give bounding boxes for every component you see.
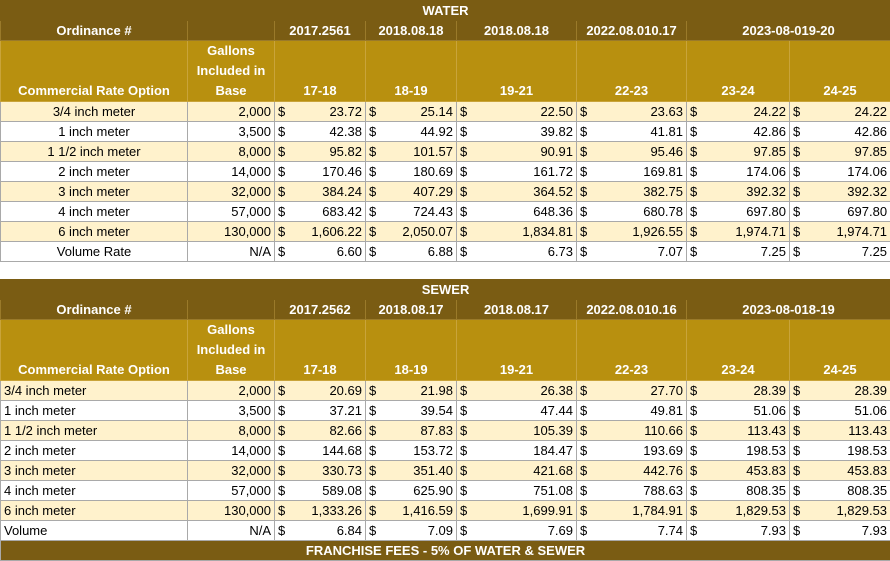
rate-value-cell[interactable]: 7.25	[808, 242, 890, 262]
year-header[interactable]: 23-24	[687, 41, 790, 102]
currency-symbol[interactable]: $	[275, 102, 293, 122]
rate-option-cell[interactable]: 6 inch meter	[1, 501, 188, 521]
rate-value-cell[interactable]: 20.69	[293, 381, 366, 401]
ordinance-number[interactable]: 2017.2562	[275, 300, 366, 320]
rate-value-cell[interactable]: 751.08	[475, 481, 577, 501]
sewer-section	[1, 280, 890, 541]
rate-value-cell[interactable]: 1,784.91	[595, 501, 687, 521]
currency-symbol[interactable]: $	[457, 521, 475, 541]
table-row	[1, 441, 890, 461]
rate-value-cell[interactable]: 625.90	[384, 481, 457, 501]
currency-symbol[interactable]: $	[790, 102, 808, 122]
table-row	[1, 102, 890, 122]
rate-option-cell[interactable]: 1 1/2 inch meter	[1, 421, 188, 441]
rate-value-cell[interactable]: 683.42	[293, 202, 366, 222]
year-header[interactable]: 23-24	[687, 320, 790, 381]
rate-value-cell[interactable]: 1,333.26	[293, 501, 366, 521]
year-header[interactable]: 18-19	[366, 320, 457, 381]
currency-symbol[interactable]: $	[457, 421, 475, 441]
gallons-cell[interactable]: 32,000	[188, 182, 275, 202]
gallons-cell[interactable]: 57,000	[188, 481, 275, 501]
gallons-cell[interactable]: 57,000	[188, 202, 275, 222]
rate-value-cell[interactable]: 95.82	[293, 142, 366, 162]
currency-symbol[interactable]: $	[366, 182, 384, 202]
currency-symbol[interactable]: $	[275, 202, 293, 222]
gallons-cell[interactable]: N/A	[188, 521, 275, 541]
currency-symbol[interactable]: $	[366, 501, 384, 521]
rate-value-cell[interactable]: 174.06	[808, 162, 890, 182]
ordinance-label[interactable]: Ordinance #	[1, 300, 188, 320]
currency-symbol[interactable]: $	[457, 162, 475, 182]
table-row	[1, 521, 890, 541]
currency-symbol[interactable]: $	[457, 182, 475, 202]
rate-value-cell[interactable]: 6.84	[293, 521, 366, 541]
currency-symbol[interactable]: $	[275, 461, 293, 481]
rate-value-cell[interactable]: 42.86	[705, 122, 790, 142]
currency-symbol[interactable]: $	[275, 481, 293, 501]
currency-symbol[interactable]: $	[366, 521, 384, 541]
currency-symbol[interactable]: $	[366, 461, 384, 481]
currency-symbol[interactable]: $	[457, 242, 475, 262]
rate-value-cell[interactable]: 384.24	[293, 182, 366, 202]
rate-value-cell[interactable]: 161.72	[475, 162, 577, 182]
year-header[interactable]: 19-21	[457, 41, 577, 102]
ordinance-number[interactable]: 2018.08.17	[366, 300, 457, 320]
currency-symbol[interactable]: $	[790, 461, 808, 481]
rate-value-cell[interactable]: 105.39	[475, 421, 577, 441]
rate-option-cell[interactable]: 4 inch meter	[1, 481, 188, 501]
rate-value-cell[interactable]: 49.81	[595, 401, 687, 421]
currency-symbol[interactable]: $	[457, 122, 475, 142]
rate-value-cell[interactable]: 22.50	[475, 102, 577, 122]
currency-symbol[interactable]: $	[577, 102, 595, 122]
rate-value-cell[interactable]: 23.63	[595, 102, 687, 122]
gallons-cell[interactable]: 130,000	[188, 222, 275, 242]
currency-symbol[interactable]: $	[687, 481, 705, 501]
rate-value-cell[interactable]: 28.39	[705, 381, 790, 401]
rate-value-cell[interactable]: 44.92	[384, 122, 457, 142]
gallons-header[interactable]: Gallons Included in Base	[188, 320, 275, 381]
ordinance-number[interactable]: 2023-08-019-20	[687, 21, 890, 41]
currency-symbol[interactable]: $	[790, 481, 808, 501]
currency-symbol[interactable]: $	[790, 421, 808, 441]
rate-option-header[interactable]: Commercial Rate Option	[1, 320, 188, 381]
currency-symbol[interactable]: $	[275, 122, 293, 142]
rate-value-cell[interactable]: 25.14	[384, 102, 457, 122]
rate-value-cell[interactable]: 198.53	[808, 441, 890, 461]
sewer-section-title[interactable]: SEWER	[1, 280, 890, 300]
currency-symbol[interactable]: $	[366, 142, 384, 162]
currency-symbol[interactable]: $	[457, 401, 475, 421]
ordinance-number[interactable]: 2022.08.010.16	[577, 300, 687, 320]
currency-symbol[interactable]: $	[687, 202, 705, 222]
currency-symbol[interactable]: $	[790, 142, 808, 162]
rate-value-cell[interactable]: 1,974.71	[808, 222, 890, 242]
gallons-cell[interactable]: 14,000	[188, 162, 275, 182]
rate-value-cell[interactable]: 6.73	[475, 242, 577, 262]
gallons-cell[interactable]: 2,000	[188, 381, 275, 401]
rate-value-cell[interactable]: 7.25	[705, 242, 790, 262]
table-row	[1, 182, 890, 202]
rate-value-cell[interactable]: 392.32	[705, 182, 790, 202]
currency-symbol[interactable]: $	[577, 242, 595, 262]
currency-symbol[interactable]: $	[577, 501, 595, 521]
rate-value-cell[interactable]: 153.72	[384, 441, 457, 461]
rate-value-cell[interactable]: 1,829.53	[808, 501, 890, 521]
rate-value-cell[interactable]: 1,416.59	[384, 501, 457, 521]
rate-value-cell[interactable]: 193.69	[595, 441, 687, 461]
rate-value-cell[interactable]: 351.40	[384, 461, 457, 481]
currency-symbol[interactable]: $	[577, 381, 595, 401]
table-row	[1, 222, 890, 242]
currency-symbol[interactable]: $	[366, 242, 384, 262]
currency-symbol[interactable]: $	[687, 242, 705, 262]
table-row	[1, 242, 890, 262]
footer-section	[1, 541, 890, 561]
gallons-cell[interactable]: 2,000	[188, 102, 275, 122]
currency-symbol[interactable]: $	[790, 401, 808, 421]
rate-option-cell[interactable]: Volume Rate	[1, 242, 188, 262]
currency-symbol[interactable]: $	[275, 441, 293, 461]
rate-option-cell[interactable]: 3 inch meter	[1, 182, 188, 202]
gallons-cell[interactable]: 14,000	[188, 441, 275, 461]
table-row	[1, 481, 890, 501]
year-header[interactable]: 22-23	[577, 320, 687, 381]
rate-value-cell[interactable]: 27.70	[595, 381, 687, 401]
currency-symbol[interactable]: $	[366, 421, 384, 441]
rate-option-cell[interactable]: 1 inch meter	[1, 122, 188, 142]
rate-value-cell[interactable]: 97.85	[705, 142, 790, 162]
rate-value-cell[interactable]: 392.32	[808, 182, 890, 202]
currency-symbol[interactable]: $	[577, 142, 595, 162]
rate-option-cell[interactable]: 1 inch meter	[1, 401, 188, 421]
rate-value-cell[interactable]: 144.68	[293, 441, 366, 461]
currency-symbol[interactable]: $	[275, 162, 293, 182]
rate-value-cell[interactable]: 330.73	[293, 461, 366, 481]
water-section	[1, 1, 890, 262]
currency-symbol[interactable]: $	[275, 381, 293, 401]
rate-option-cell[interactable]: 4 inch meter	[1, 202, 188, 222]
currency-symbol[interactable]: $	[275, 501, 293, 521]
year-header[interactable]: 24-25	[790, 320, 890, 381]
currency-symbol[interactable]: $	[366, 122, 384, 142]
currency-symbol[interactable]: $	[275, 521, 293, 541]
gallons-header[interactable]: Gallons Included in Base	[188, 41, 275, 102]
currency-symbol[interactable]: $	[577, 481, 595, 501]
currency-symbol[interactable]: $	[790, 182, 808, 202]
table-row	[1, 421, 890, 441]
rate-value-cell[interactable]: 41.81	[595, 122, 687, 142]
currency-symbol[interactable]: $	[687, 521, 705, 541]
currency-symbol[interactable]: $	[457, 441, 475, 461]
currency-symbol[interactable]: $	[687, 102, 705, 122]
rate-option-cell[interactable]: 3/4 inch meter	[1, 102, 188, 122]
currency-symbol[interactable]: $	[457, 481, 475, 501]
rate-value-cell[interactable]: 697.80	[808, 202, 890, 222]
rate-value-cell[interactable]: 39.54	[384, 401, 457, 421]
rate-value-cell[interactable]: 453.83	[705, 461, 790, 481]
rate-value-cell[interactable]: 1,699.91	[475, 501, 577, 521]
rate-value-cell[interactable]: 1,926.55	[595, 222, 687, 242]
table-row	[1, 202, 890, 222]
gallons-cell[interactable]: 32,000	[188, 461, 275, 481]
currency-symbol[interactable]: $	[577, 162, 595, 182]
currency-symbol[interactable]: $	[457, 461, 475, 481]
currency-symbol[interactable]: $	[577, 521, 595, 541]
rate-value-cell[interactable]: 101.57	[384, 142, 457, 162]
rate-value-cell[interactable]: 198.53	[705, 441, 790, 461]
ordinance-blank[interactable]	[188, 21, 275, 41]
rate-value-cell[interactable]: 6.60	[293, 242, 366, 262]
table-row	[1, 401, 890, 421]
currency-symbol[interactable]: $	[790, 441, 808, 461]
rate-value-cell[interactable]: 808.35	[705, 481, 790, 501]
currency-symbol[interactable]: $	[687, 421, 705, 441]
ordinance-label[interactable]: Ordinance #	[1, 21, 188, 41]
rate-value-cell[interactable]: 589.08	[293, 481, 366, 501]
currency-symbol[interactable]: $	[577, 461, 595, 481]
currency-symbol[interactable]: $	[687, 501, 705, 521]
currency-symbol[interactable]: $	[366, 441, 384, 461]
ordinance-number[interactable]: 2018.08.18	[457, 21, 577, 41]
rate-value-cell[interactable]: 42.38	[293, 122, 366, 142]
currency-symbol[interactable]: $	[577, 222, 595, 242]
currency-symbol[interactable]: $	[457, 222, 475, 242]
rate-value-cell[interactable]: 24.22	[705, 102, 790, 122]
rate-value-cell[interactable]: 82.66	[293, 421, 366, 441]
rate-value-cell[interactable]: 442.76	[595, 461, 687, 481]
currency-symbol[interactable]: $	[790, 162, 808, 182]
rate-value-cell[interactable]: 51.06	[705, 401, 790, 421]
year-header[interactable]: 17-18	[275, 320, 366, 381]
rate-value-cell[interactable]: 39.82	[475, 122, 577, 142]
rate-value-cell[interactable]: 2,050.07	[384, 222, 457, 242]
gallons-cell[interactable]: 3,500	[188, 401, 275, 421]
rate-value-cell[interactable]: 6.88	[384, 242, 457, 262]
rate-value-cell[interactable]: 169.81	[595, 162, 687, 182]
rate-option-cell[interactable]: 6 inch meter	[1, 222, 188, 242]
currency-symbol[interactable]: $	[687, 222, 705, 242]
currency-symbol[interactable]: $	[687, 401, 705, 421]
rate-value-cell[interactable]: 7.74	[595, 521, 687, 541]
table-row	[1, 162, 890, 182]
rate-value-cell[interactable]: 1,606.22	[293, 222, 366, 242]
currency-symbol[interactable]: $	[577, 401, 595, 421]
rate-value-cell[interactable]: 697.80	[705, 202, 790, 222]
gallons-cell[interactable]: N/A	[188, 242, 275, 262]
rate-option-cell[interactable]: Volume	[1, 521, 188, 541]
rate-value-cell[interactable]: 184.47	[475, 441, 577, 461]
rate-value-cell[interactable]: 26.38	[475, 381, 577, 401]
currency-symbol[interactable]: $	[275, 401, 293, 421]
rate-value-cell[interactable]: 382.75	[595, 182, 687, 202]
rate-value-cell[interactable]: 808.35	[808, 481, 890, 501]
currency-symbol[interactable]: $	[687, 122, 705, 142]
rate-value-cell[interactable]: 421.68	[475, 461, 577, 481]
rate-value-cell[interactable]: 23.72	[293, 102, 366, 122]
section-gap	[1, 262, 890, 280]
rate-option-cell[interactable]: 3 inch meter	[1, 461, 188, 481]
currency-symbol[interactable]: $	[790, 242, 808, 262]
rate-value-cell[interactable]: 680.78	[595, 202, 687, 222]
currency-symbol[interactable]: $	[366, 202, 384, 222]
ordinance-number[interactable]: 2017.2561	[275, 21, 366, 41]
rate-value-cell[interactable]: 24.22	[808, 102, 890, 122]
water-section-title[interactable]: WATER	[1, 1, 890, 21]
rate-value-cell[interactable]: 7.07	[595, 242, 687, 262]
rate-value-cell[interactable]: 21.98	[384, 381, 457, 401]
rate-option-cell[interactable]: 3/4 inch meter	[1, 381, 188, 401]
currency-symbol[interactable]: $	[790, 202, 808, 222]
currency-symbol[interactable]: $	[457, 501, 475, 521]
gallons-cell[interactable]: 8,000	[188, 421, 275, 441]
rate-value-cell[interactable]: 1,829.53	[705, 501, 790, 521]
ordinance-blank[interactable]	[188, 300, 275, 320]
currency-symbol[interactable]: $	[577, 421, 595, 441]
rate-value-cell[interactable]: 97.85	[808, 142, 890, 162]
year-header[interactable]: 18-19	[366, 41, 457, 102]
currency-symbol[interactable]: $	[457, 381, 475, 401]
gallons-cell[interactable]: 130,000	[188, 501, 275, 521]
gallons-cell[interactable]: 3,500	[188, 122, 275, 142]
year-header[interactable]: 24-25	[790, 41, 890, 102]
currency-symbol[interactable]: $	[275, 182, 293, 202]
currency-symbol[interactable]: $	[687, 182, 705, 202]
currency-symbol[interactable]: $	[366, 102, 384, 122]
currency-symbol[interactable]: $	[275, 222, 293, 242]
rate-option-cell[interactable]: 2 inch meter	[1, 441, 188, 461]
rate-value-cell[interactable]: 648.36	[475, 202, 577, 222]
table-row	[1, 381, 890, 401]
currency-symbol[interactable]: $	[366, 381, 384, 401]
currency-symbol[interactable]: $	[687, 142, 705, 162]
table-row	[1, 461, 890, 481]
rate-value-cell[interactable]: 113.43	[705, 421, 790, 441]
rate-option-cell[interactable]: 1 1/2 inch meter	[1, 142, 188, 162]
ordinance-number[interactable]: 2018.08.17	[457, 300, 577, 320]
ordinance-number[interactable]: 2023-08-018-19	[687, 300, 890, 320]
currency-symbol[interactable]: $	[457, 142, 475, 162]
rate-value-cell[interactable]: 7.09	[384, 521, 457, 541]
rate-value-cell[interactable]: 87.83	[384, 421, 457, 441]
rate-value-cell[interactable]: 1,974.71	[705, 222, 790, 242]
currency-symbol[interactable]: $	[366, 401, 384, 421]
rate-value-cell[interactable]: 7.93	[705, 521, 790, 541]
ordinance-number[interactable]: 2018.08.18	[366, 21, 457, 41]
franchise-fees-footer[interactable]: FRANCHISE FEES - 5% OF WATER & SEWER	[1, 541, 890, 561]
currency-symbol[interactable]: $	[687, 381, 705, 401]
year-header[interactable]: 17-18	[275, 41, 366, 102]
rate-value-cell[interactable]: 364.52	[475, 182, 577, 202]
rate-value-cell[interactable]: 47.44	[475, 401, 577, 421]
rate-value-cell[interactable]: 1,834.81	[475, 222, 577, 242]
rate-value-cell[interactable]: 90.91	[475, 142, 577, 162]
currency-symbol[interactable]: $	[275, 242, 293, 262]
year-header[interactable]: 22-23	[577, 41, 687, 102]
rate-value-cell[interactable]: 95.46	[595, 142, 687, 162]
currency-symbol[interactable]: $	[457, 202, 475, 222]
rate-value-cell[interactable]: 180.69	[384, 162, 457, 182]
currency-symbol[interactable]: $	[790, 222, 808, 242]
rate-value-cell[interactable]: 453.83	[808, 461, 890, 481]
currency-symbol[interactable]: $	[790, 521, 808, 541]
rate-option-header[interactable]: Commercial Rate Option	[1, 41, 188, 102]
table-row	[1, 122, 890, 142]
rate-value-cell[interactable]: 113.43	[808, 421, 890, 441]
currency-symbol[interactable]: $	[457, 102, 475, 122]
gallons-cell[interactable]: 8,000	[188, 142, 275, 162]
rate-value-cell[interactable]: 7.93	[808, 521, 890, 541]
currency-symbol[interactable]: $	[790, 122, 808, 142]
ordinance-number[interactable]: 2022.08.010.17	[577, 21, 687, 41]
currency-symbol[interactable]: $	[275, 421, 293, 441]
currency-symbol[interactable]: $	[687, 441, 705, 461]
currency-symbol[interactable]: $	[275, 142, 293, 162]
rate-value-cell[interactable]: 42.86	[808, 122, 890, 142]
currency-symbol[interactable]: $	[366, 481, 384, 501]
rate-value-cell[interactable]: 7.69	[475, 521, 577, 541]
currency-symbol[interactable]: $	[577, 122, 595, 142]
currency-symbol[interactable]: $	[366, 222, 384, 242]
rate-value-cell[interactable]: 724.43	[384, 202, 457, 222]
rate-value-cell[interactable]: 170.46	[293, 162, 366, 182]
currency-symbol[interactable]: $	[687, 461, 705, 481]
currency-symbol[interactable]: $	[687, 162, 705, 182]
currency-symbol[interactable]: $	[790, 381, 808, 401]
currency-symbol[interactable]: $	[577, 182, 595, 202]
table-row	[1, 142, 890, 162]
rate-value-cell[interactable]: 788.63	[595, 481, 687, 501]
currency-symbol[interactable]: $	[790, 501, 808, 521]
rate-value-cell[interactable]: 174.06	[705, 162, 790, 182]
rate-value-cell[interactable]: 51.06	[808, 401, 890, 421]
currency-symbol[interactable]: $	[577, 202, 595, 222]
table-row	[1, 501, 890, 521]
rate-value-cell[interactable]: 407.29	[384, 182, 457, 202]
currency-symbol[interactable]: $	[577, 441, 595, 461]
rate-value-cell[interactable]: 110.66	[595, 421, 687, 441]
rate-value-cell[interactable]: 28.39	[808, 381, 890, 401]
rate-value-cell[interactable]: 37.21	[293, 401, 366, 421]
year-header[interactable]: 19-21	[457, 320, 577, 381]
currency-symbol[interactable]: $	[366, 162, 384, 182]
rate-option-cell[interactable]: 2 inch meter	[1, 162, 188, 182]
